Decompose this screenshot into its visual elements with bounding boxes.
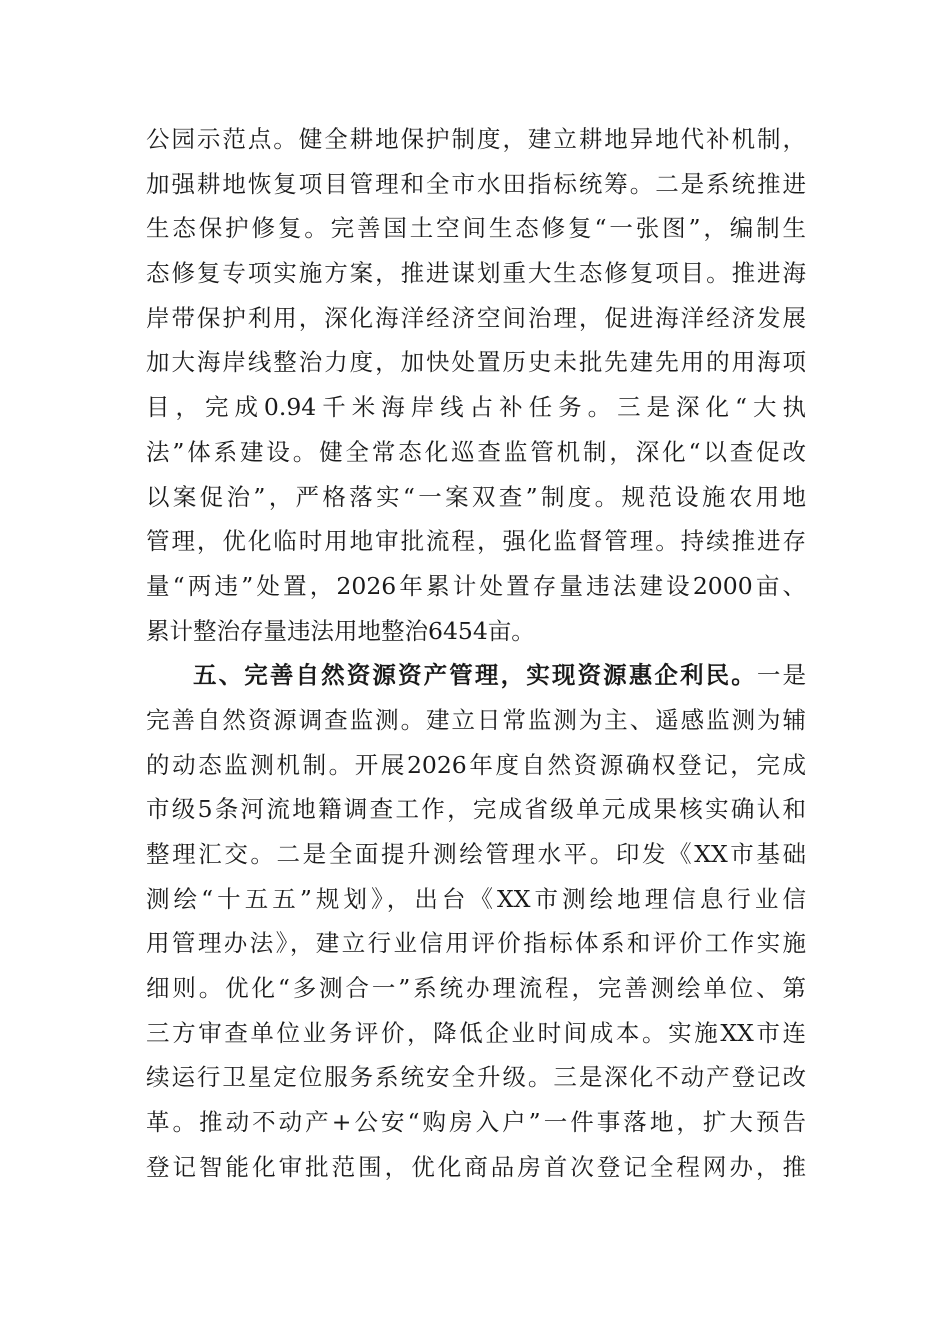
text-line: 加强耕地恢复项目管理和全市水田指标统筹。二是系统推进	[146, 169, 806, 198]
body-text	[146, 117, 806, 1190]
section-heading-continuation: 一是	[756, 661, 807, 690]
text-line: 三方审查单位业务评价，降低企业时间成本。实施XX市连	[146, 1018, 806, 1047]
text-line: 目，完成0.94千米海岸线占补任务。三是深化“大执	[146, 393, 806, 422]
section-heading-line	[146, 653, 806, 698]
text-line: 累计整治存量违法用地整治6454亩。	[146, 616, 535, 645]
text-line: 的动态监测机制。开展2026年度自然资源确权登记，完成	[146, 750, 806, 779]
text-line: 生态保护修复。完善国土空间生态修复“一张图”，编制生	[146, 214, 806, 243]
text-line: 续运行卫星定位服务系统安全升级。三是深化不动产登记改	[146, 1063, 806, 1092]
text-line: 岸带保护利用，深化海洋经济空间治理，促进海洋经济发展	[146, 303, 806, 332]
text-line: 测绘“十五五”规划》，出台《XX市测绘地理信息行业信	[146, 884, 806, 913]
text-line: 加大海岸线整治力度，加快处置历史未批先建先用的用海项	[146, 348, 806, 377]
text-line: 市级5条河流地籍调查工作，完成省级单元成果核实确认和	[146, 795, 806, 824]
text-line: 量“两违”处置，2026年累计处置存量违法建设2000亩、	[146, 571, 806, 600]
text-line: 法”体系建设。健全常态化巡查监管机制，深化“以查促改	[146, 437, 806, 466]
text-line: 完善自然资源调查监测。建立日常监测为主、遥感监测为辅	[146, 705, 806, 734]
text-line: 公园示范点。健全耕地保护制度，建立耕地异地代补机制，	[146, 125, 806, 153]
section-heading: 五、完善自然资源资产管理，实现资源惠企利民。	[193, 661, 757, 690]
text-line: 革。推动不动产+公安“购房入户”一件事落地，扩大预告	[146, 1108, 806, 1137]
text-line: 管理，优化临时用地审批流程，强化监督管理。持续推进存	[146, 527, 806, 556]
text-line: 细则。优化“多测合一”系统办理流程，完善测绘单位、第	[146, 974, 806, 1003]
text-line: 以案促治”，严格落实“一案双查”制度。规范设施农用地	[146, 482, 806, 511]
text-line: 整理汇交。二是全面提升测绘管理水平。印发《XX市基础	[146, 840, 806, 868]
text-line: 用管理办法》，建立行业信用评价指标体系和评价工作实施	[146, 929, 806, 958]
text-line: 登记智能化审批范围，优化商品房首次登记全程网办，推	[146, 1152, 806, 1181]
text-line: 态修复专项实施方案，推进谋划重大生态修复项目。推进海	[146, 259, 806, 288]
